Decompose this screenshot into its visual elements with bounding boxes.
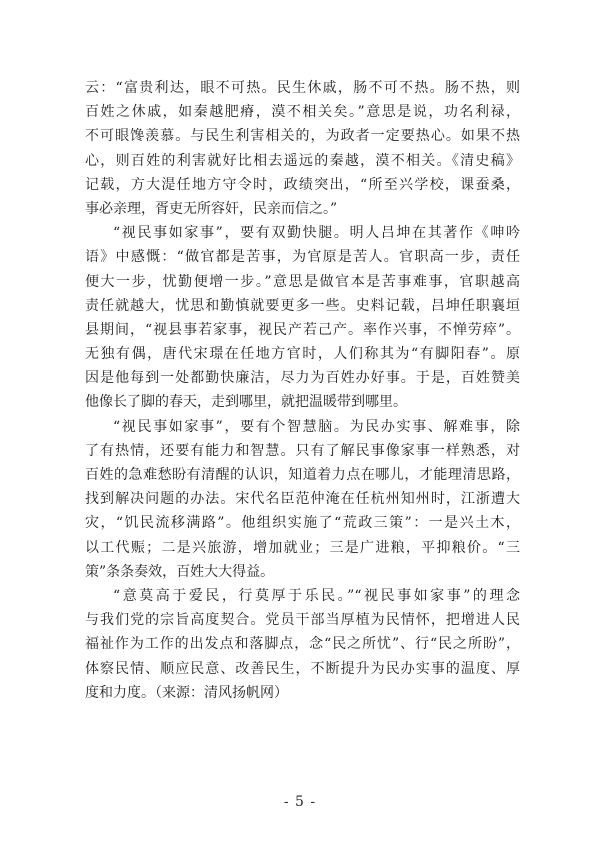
text-line: 与我们党的宗旨高度契合。党员干部当厚植为民情怀，把增进人民 — [85, 612, 520, 629]
text-line: 百姓之休戚，如秦越肥瘠，漠不相关矣。”意思是说，功名利禄， — [85, 104, 520, 121]
text-line: 找到解决问题的办法。宋代名臣范仲淹在任杭州知州时，江浙遭大 — [85, 491, 520, 508]
text-line: 云：“富贵利达，眼不可热。民生休戚，肠不可不热。肠不热，则 — [85, 80, 520, 96]
page-number: - 5 - — [283, 794, 317, 810]
text-line: 便大一步，忧勤便增一步。”意思是做官本是苦事难事，官职越高 — [85, 273, 520, 290]
text-line: 了有热情，还要有能力和智慧。只有了解民事像家事一样熟悉，对 — [85, 442, 520, 459]
text-line: 无独有偶，唐代宋璟在任地方官时，人们称其为“有脚阳春”。原 — [85, 346, 520, 363]
text-line: 百姓的急难愁盼有清醒的认识，知道着力点在哪儿，才能理清思路， — [85, 467, 520, 483]
text-line: 灾，“饥民流移满路”。他组织实施了“荒政三策”：一是兴土木， — [85, 515, 520, 532]
text-line: 记载，方大湜任地方守令时，政绩突出，“所至兴学校，课蚕桑， — [85, 176, 520, 193]
text-line: 福祉作为工作的出发点和落脚点，念“民之所忧”、行“民之所盼”， — [85, 636, 520, 653]
text-line: 县期间，“视县事若家事，视民产若己产。率作兴事，不惮劳瘁”。 — [85, 321, 520, 338]
text-line: “意莫高于爱民，行莫厚于乐民。”“视民事如家事”的理念 — [113, 587, 520, 604]
text-line: 他像长了脚的春天，走到哪里，就把温暖带到哪里。 — [85, 394, 407, 411]
text-line: 语》中感慨：“做官都是苦事，为官原是苦人。官职高一步，责任 — [85, 249, 520, 266]
text-line: 体察民情、顺应民意、改善民生，不断提升为民办实事的温度、厚 — [85, 660, 520, 677]
text-line: “视民事如家事”，要有双勤快腿。明人吕坤在其著作《呻吟 — [113, 225, 520, 242]
text-line: 责任就越大，忧思和勤慎就要更多一些。史料记载，吕坤任职襄垣 — [85, 297, 520, 314]
text-line: 度和力度。（来源：清风扬帆网） — [85, 684, 288, 701]
text-line: 以工代赈；二是兴旅游，增加就业；三是广进粮，平抑粮价。“三 — [85, 539, 520, 556]
text-line: 事必亲理，胥吏无所容奸，民亲而信之。” — [85, 200, 338, 217]
text-line: 心，则百姓的利害就好比相去遥远的秦越，漠不相关。《清史稿》 — [85, 152, 520, 169]
body-text — [85, 76, 520, 705]
text-line: “视民事如家事”，要有个智慧脑。为民办实事、解难事，除 — [113, 418, 520, 435]
text-line: 因是他每到一处都勤快廉洁，尽力为百姓办好事。于是，百姓赞美 — [85, 370, 520, 387]
text-line: 策”条条奏效，百姓大大得益。 — [85, 563, 275, 580]
text-line: 不可眼馋羡慕。与民生利害相关的，为政者一定要热心。如果不热 — [85, 128, 520, 145]
